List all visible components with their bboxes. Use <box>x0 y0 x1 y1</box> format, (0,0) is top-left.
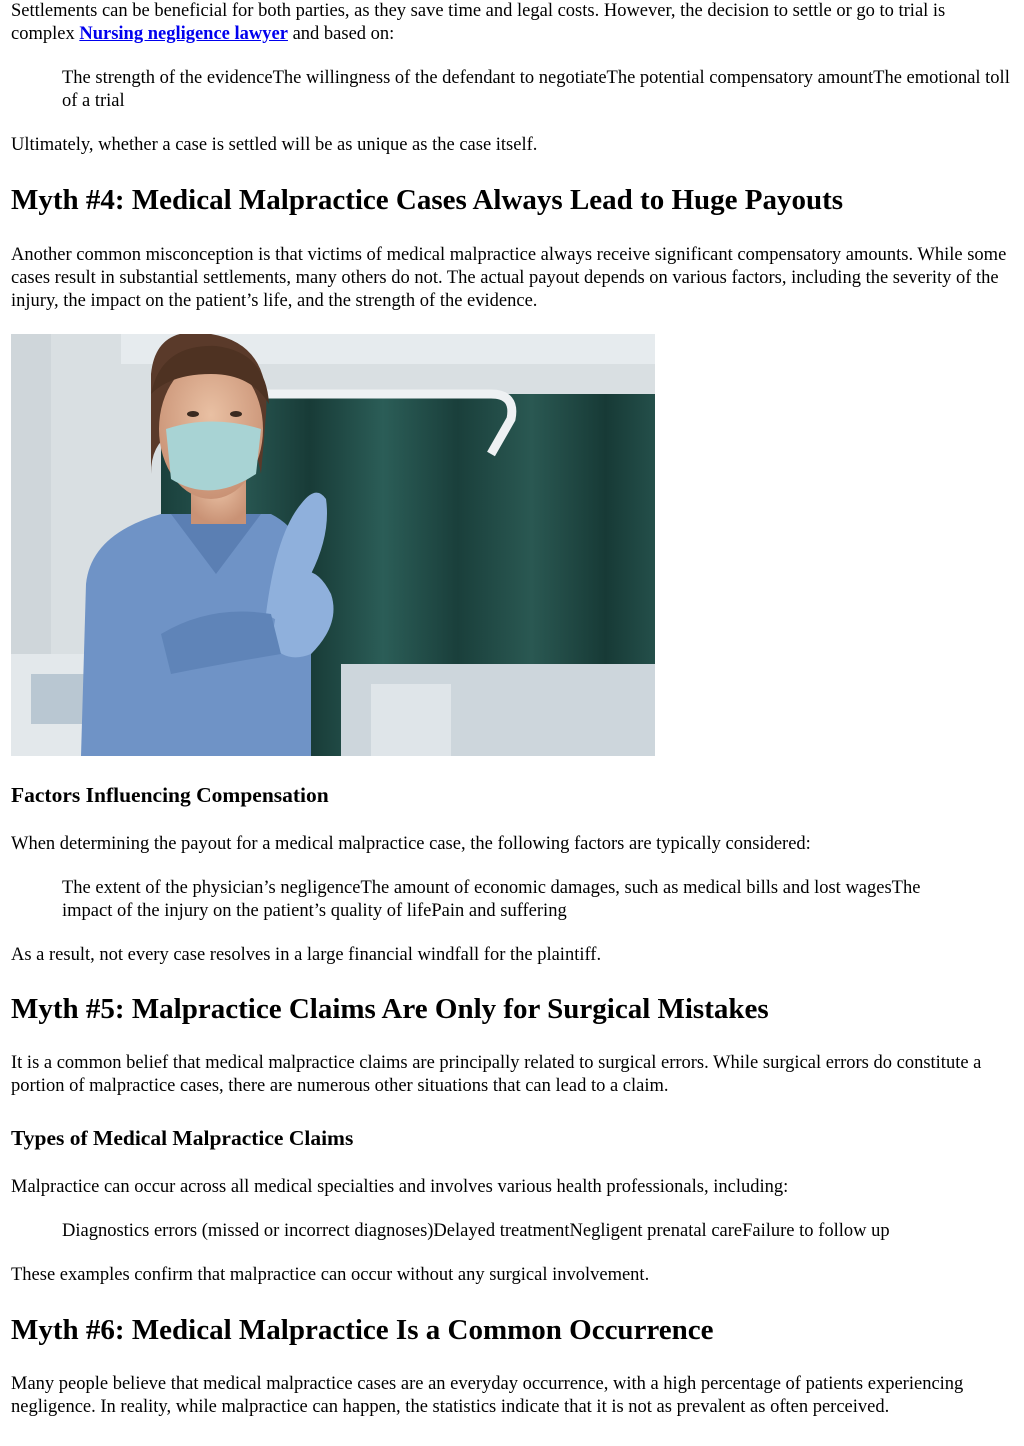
settlement-text-end: and based on: <box>287 24 395 44</box>
factors-list: The extent of the physician’s negligenceThe amount of economic damages, such as medical bills and lost wagesThe impact of the injury on the patient’s quality of lifePain and suffering <box>62 878 921 921</box>
myth5-paragraph: It is a common belief that medical malpractice claims are principally related to surgical errors. While surgical errors do constitute a portion of malpractice cases, there are numerous other situations that can lead to a claim. <box>11 1053 982 1096</box>
claims-types-list: Diagnostics errors (missed or incorrect diagnoses)Delayed treatmentNegligent prenatal careFailure to follow up <box>62 1221 890 1241</box>
myth4-heading: Myth #4: Medical Malpractice Cases Always Lead to Huge Payouts <box>11 184 844 216</box>
factors-lead: When determining the payout for a medical malpractice case, the following factors are typically considered: <box>11 834 811 854</box>
settle-factors-list: The strength of the evidenceThe willingness of the defendant to negotiateThe potential compensatory amountThe emotional toll of a trial <box>62 68 1010 111</box>
factors-subheading: Factors Influencing Compensation <box>11 783 329 807</box>
settlement-text-start: Settlements can be beneficial for both parties, as they save time and legal costs. However, the decision to settle or go to trial is complex <box>11 1 946 44</box>
settle-conclusion: Ultimately, whether a case is settled will be as unique as the case itself. <box>11 135 538 155</box>
claims-types-lead: Malpractice can occur across all medical specialties and involves various health professionals, including: <box>11 1177 789 1197</box>
claims-types-subheading: Types of Medical Malpractice Claims <box>11 1126 354 1150</box>
myth6-paragraph: Many people believe that medical malpractice cases are an everyday occurrence, with a high percentage of patients experiencing negligence. In reality, while malpractice can happen, the statistics indicate that it is not as prevalent as often perceived. <box>11 1374 964 1417</box>
myth4-paragraph: Another common misconception is that victims of medical malpractice always receive significant compensatory amounts. While some cases result in substantial settlements, many others do not. The actual payout depends on various factors, including the severity of the injury, the impact on the patient’s life, and the strength of the evidence. <box>11 245 1007 311</box>
myth5-heading: Myth #5: Malpractice Claims Are Only for Surgical Mistakes <box>11 993 769 1025</box>
claims-types-conclusion: These examples confirm that malpractice can occur without any surgical involvement. <box>11 1265 650 1285</box>
myth6-heading: Myth #6: Medical Malpractice Is a Common Occurrence <box>11 1314 714 1346</box>
settlement-paragraph <box>11 0 1011 46</box>
nursing-negligence-lawyer-link[interactable]: Nursing negligence lawyer <box>79 24 288 44</box>
factors-conclusion: As a result, not every case resolves in a large financial windfall for the plaintiff. <box>11 945 602 965</box>
nurse-photo <box>11 334 655 756</box>
